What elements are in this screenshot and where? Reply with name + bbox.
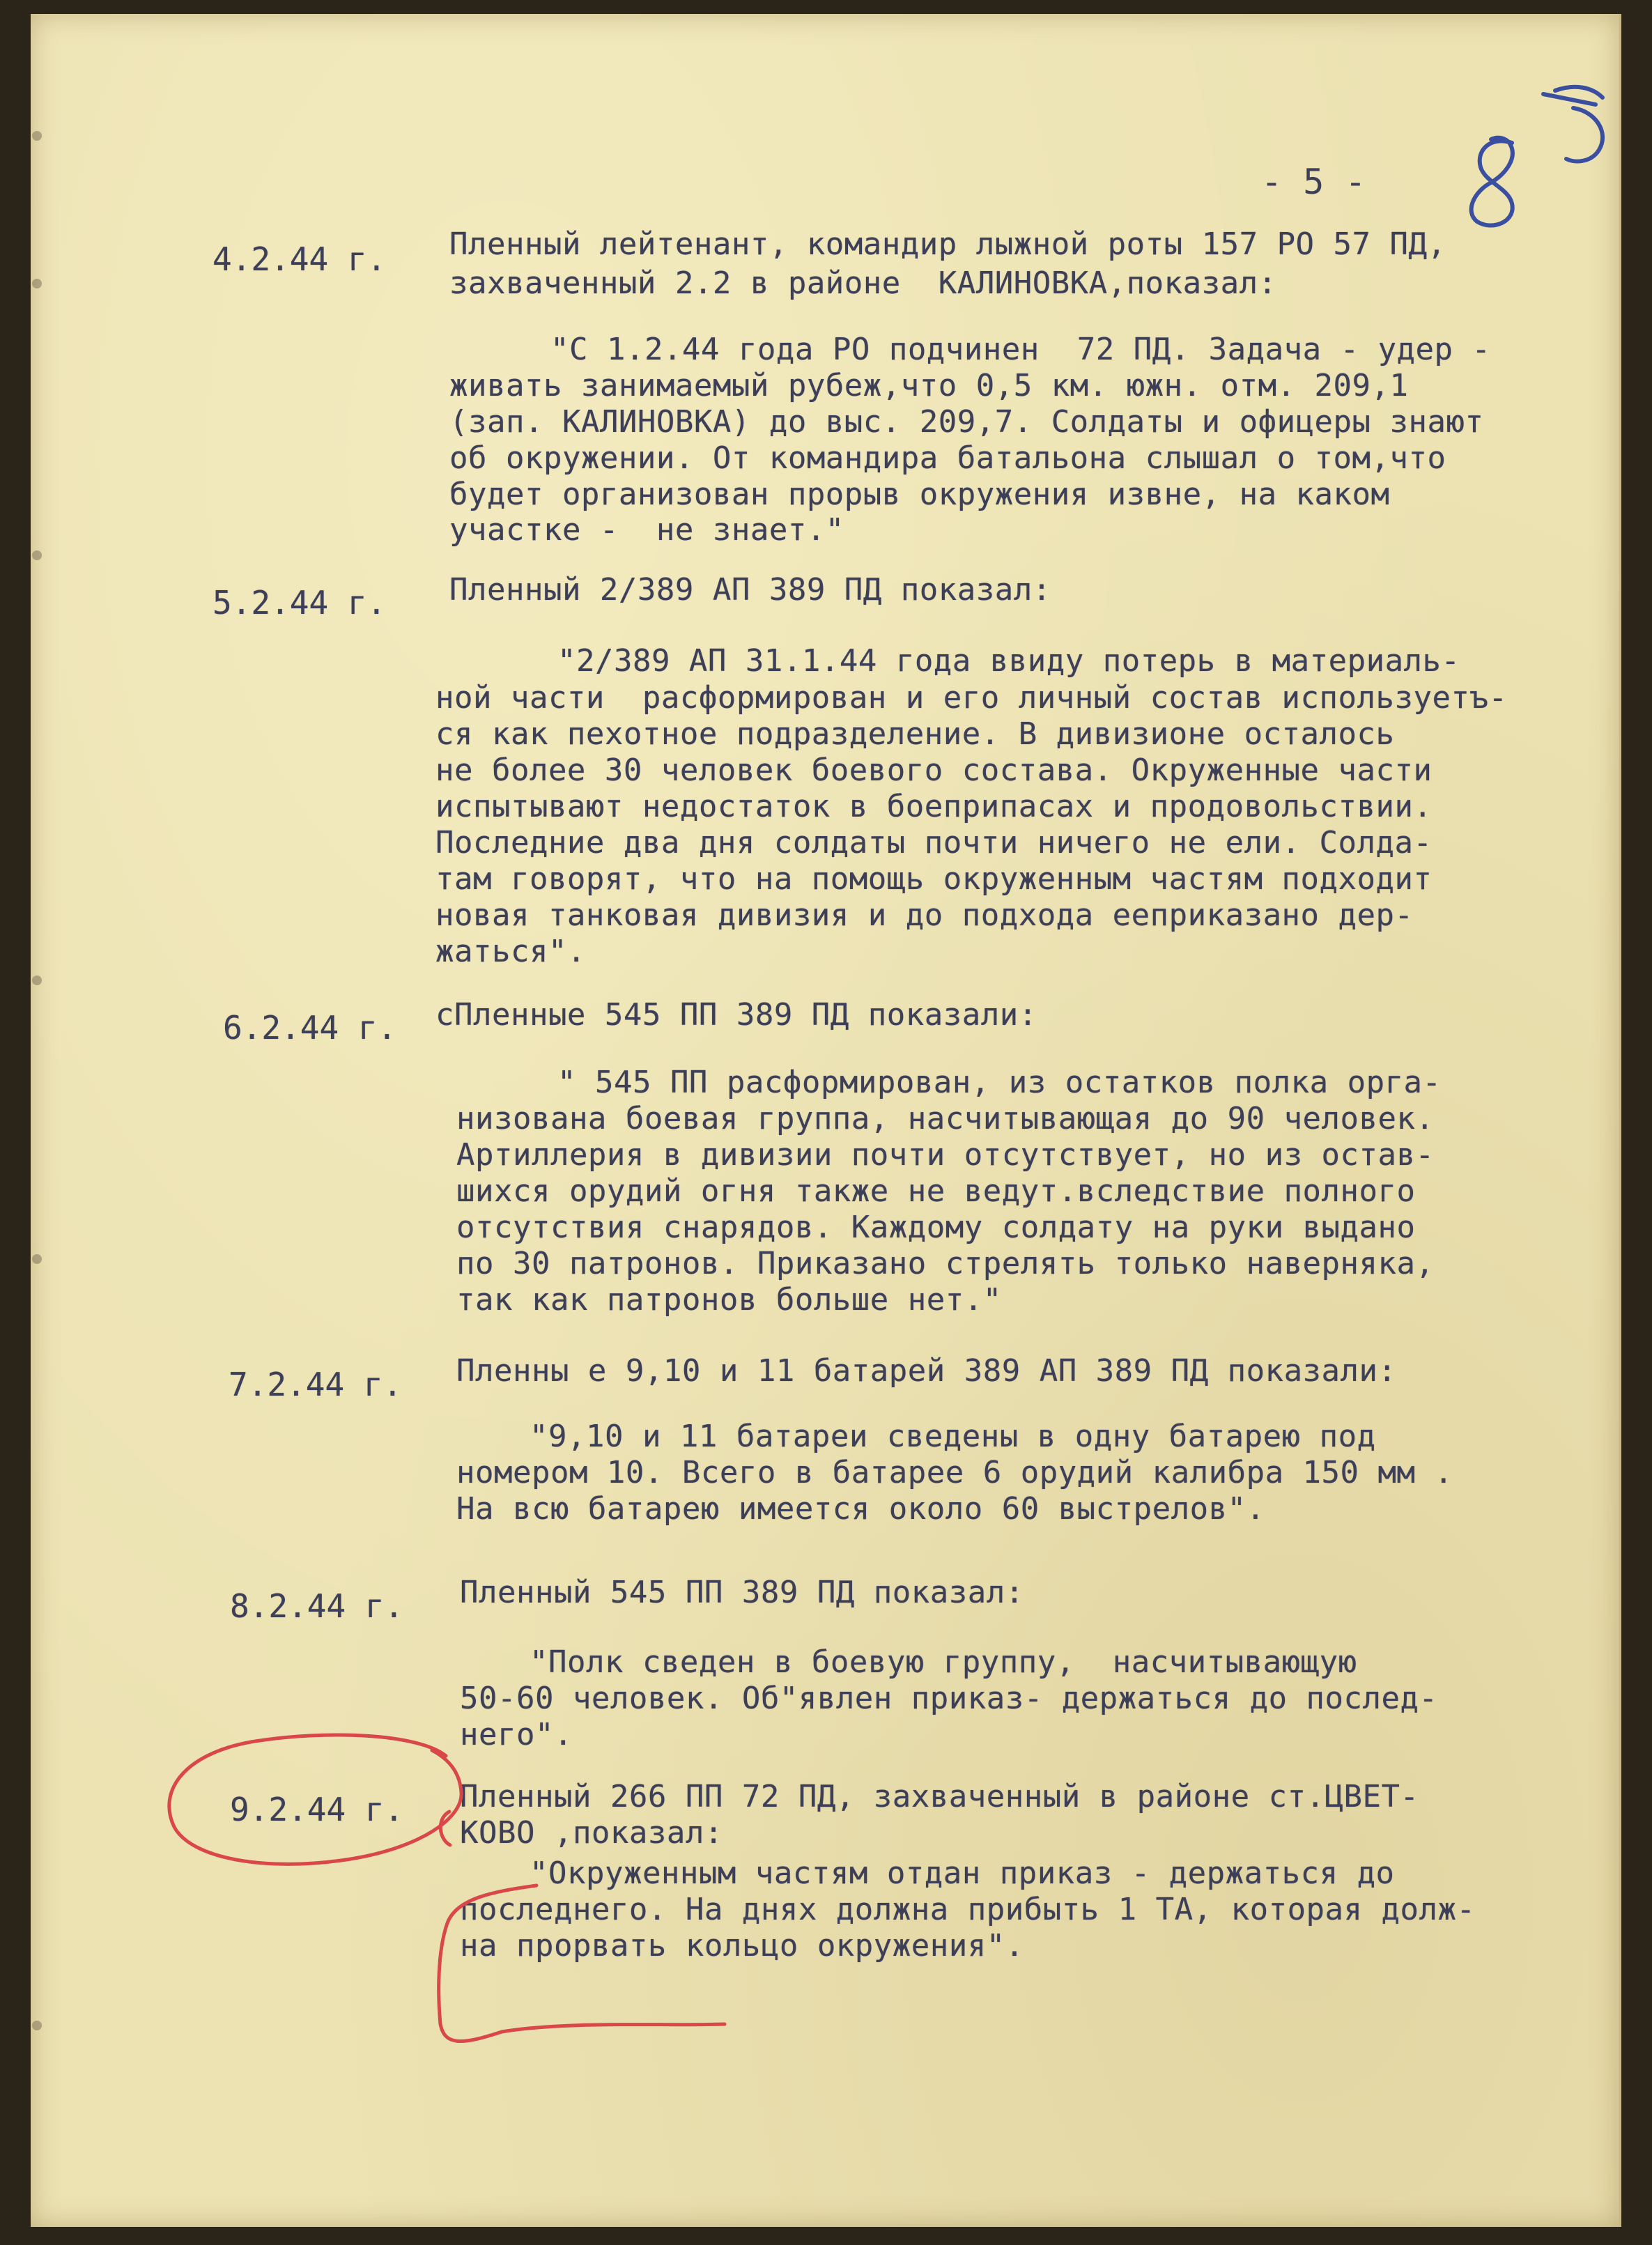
quote-line: последнего. На днях должна прибыть 1 ТА, которая долж- <box>460 1892 1476 1927</box>
quote-line: об окружении. От командира батальона слышал о том,что <box>449 440 1446 476</box>
quote-line: низована боевая группа, насчитывающая до 90 человек. <box>456 1101 1435 1136</box>
intro-line: Пленный 266 ПП 72 ПД, захваченный в районе ст.ЦВЕТ- <box>460 1779 1419 1814</box>
intro-line: захваченный 2.2 в районе КАЛИНОВКА,показал: <box>449 265 1277 301</box>
quote-line: там говорят, что на помощь окруженным частям подходит <box>435 861 1433 897</box>
binding-hole <box>32 131 42 141</box>
quote-line: Последние два дня солдаты почти ничего не ели. Солда- <box>435 825 1433 861</box>
quote-line: испытывают недостаток в боеприпасах и продовольствии. <box>435 789 1433 824</box>
quote-line: "9,10 и 11 батареи сведены в одну батарею под <box>530 1419 1376 1454</box>
quote-line: Артиллерия в дивизии почти отсутствует, но из остав- <box>456 1137 1435 1173</box>
quote-line: него". <box>460 1717 573 1752</box>
quote-line: номером 10. Всего в батарее 6 орудий калибра 150 мм . <box>456 1455 1453 1490</box>
entry-date: 5.2.44 г. <box>213 584 387 622</box>
quote-line: на прорвать кольцо окружения". <box>460 1928 1024 1964</box>
entry-date: 9.2.44 г. <box>230 1791 404 1828</box>
quote-line: "Окруженным частям отдан приказ - держаться до <box>530 1856 1395 1891</box>
quote-line: по 30 патронов. Приказано стрелять только наверняка, <box>456 1246 1435 1281</box>
quote-line: На всю батарею имеется около 60 выстрелов". <box>456 1491 1265 1527</box>
quote-line: жаться". <box>435 934 586 969</box>
quote-line: участке - не знает." <box>449 512 844 548</box>
quote-line: "2/389 АП 31.1.44 года ввиду потерь в материаль- <box>557 643 1460 679</box>
entry-date: 8.2.44 г. <box>230 1587 404 1625</box>
quote-line: будет организован прорыв окружения извне, на каком <box>449 477 1390 512</box>
quote-line: 50-60 человек. Об"явлен приказ- держаться до послед- <box>460 1681 1438 1716</box>
entry-intro: Пленный 2/389 АП 389 ПД показал: <box>449 572 1051 608</box>
intro-line: КОВО ,показал: <box>460 1815 723 1851</box>
intro-line: Пленный лейтенант, командир лыжной роты 157 РО 57 ПД, <box>449 226 1446 262</box>
quote-line: так как патронов больше нет." <box>456 1282 1002 1318</box>
entry-date: 6.2.44 г. <box>223 1009 397 1047</box>
quote-line: живать занимаемый рубеж,что 0,5 км. южн. отм. 209,1 <box>449 368 1409 403</box>
page-number: - 5 - <box>1261 162 1366 202</box>
entry-intro: Пленный 545 ПП 389 ПД показал: <box>460 1575 1024 1610</box>
quote-line: ной части расформирован и его личный состав используетъ- <box>435 680 1508 716</box>
quote-line: (зап. КАЛИНОВКА) до выс. 209,7. Солдаты и офицеры знают <box>449 404 1484 440</box>
entry-date: 4.2.44 г. <box>213 240 387 278</box>
quote-line: " 545 ПП расформирован, из остатков полка орга- <box>557 1065 1442 1100</box>
entry-date: 7.2.44 г. <box>229 1366 403 1403</box>
quote-line: отсутствия снарядов. Каждому солдату на руки выдано <box>456 1210 1416 1245</box>
quote-line: новая танковая дивизия и до подхода ееприказано дер- <box>435 897 1414 933</box>
binding-hole <box>32 279 42 288</box>
quote-line: шихся орудий огня также не ведут.вследствие полного <box>456 1173 1416 1209</box>
quote-line: "Полк сведен в боевую группу, насчитывающую <box>530 1644 1357 1680</box>
quote-line: ся как пехотное подразделение. В дивизионе осталось <box>435 716 1395 752</box>
binding-hole <box>32 975 42 985</box>
entry-intro: Пленны е 9,10 и 11 батарей 389 АП 389 ПД показали: <box>456 1353 1397 1389</box>
binding-hole <box>32 550 42 560</box>
quote-line: "С 1.2.44 года РО подчинен 72 ПД. Задача - удер - <box>550 332 1491 367</box>
binding-hole <box>32 2021 42 2030</box>
entry-intro: сПленные 545 ПП 389 ПД показали: <box>435 997 1037 1033</box>
binding-hole <box>32 1254 42 1264</box>
quote-line: не более 30 человек боевого состава. Окруженные части <box>435 753 1433 788</box>
